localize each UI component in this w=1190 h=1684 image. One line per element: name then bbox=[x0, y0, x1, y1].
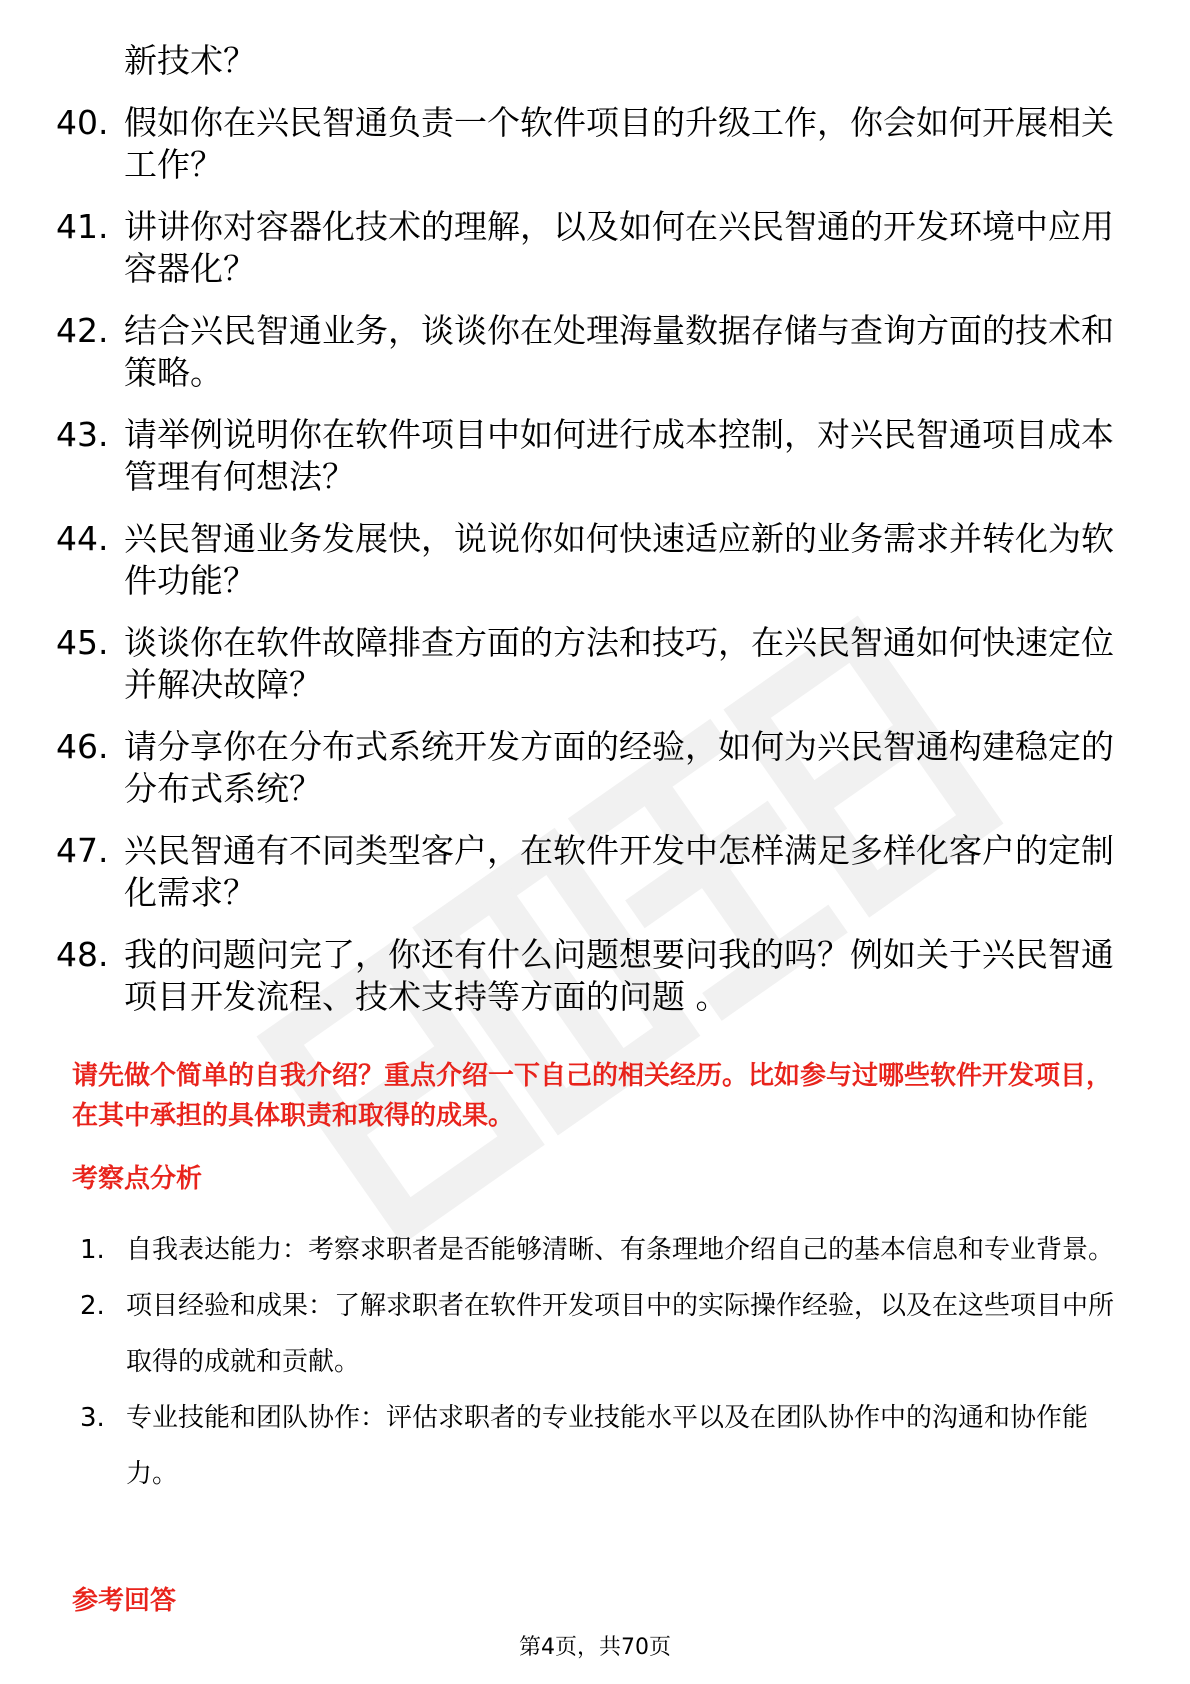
question-number: 42. bbox=[56, 311, 109, 350]
analysis-item bbox=[80, 1222, 1120, 1278]
question-text: 请举例说明你在软件项目中如何进行成本控制，对兴民智通项目成本管理有何想法？ bbox=[124, 415, 1114, 496]
question-number: 48. bbox=[56, 935, 109, 974]
question-text: 兴民智通有不同类型客户，在软件开发中怎样满足多样化客户的定制化需求？ bbox=[124, 831, 1114, 912]
question-number: 46. bbox=[56, 727, 109, 766]
question-text: 请分享你在分布式系统开发方面的经验，如何为兴民智通构建稳定的分布式系统？ bbox=[124, 727, 1114, 808]
analysis-number: 1. bbox=[80, 1235, 105, 1265]
analysis-heading: 考察点分析 bbox=[72, 1164, 203, 1194]
analysis-item bbox=[80, 1278, 1120, 1390]
question-list bbox=[56, 40, 1126, 1038]
question-item bbox=[56, 206, 1126, 290]
question-number: 47. bbox=[56, 831, 109, 870]
question-item bbox=[56, 414, 1126, 498]
analysis-text: 专业技能和团队协作：评估求职者的专业技能水平以及在团队协作中的沟通和协作能力。 bbox=[126, 1403, 1089, 1489]
question-number: 41. bbox=[56, 207, 109, 246]
question-text: 谈谈你在软件故障排查方面的方法和技巧，在兴民智通如何快速定位并解决故障？ bbox=[124, 623, 1114, 704]
question-text: 假如你在兴民智通负责一个软件项目的升级工作，你会如何开展相关工作？ bbox=[124, 103, 1114, 184]
reference-heading: 参考回答 bbox=[72, 1586, 177, 1616]
featured-question: 请先做个简单的自我介绍？重点介绍一下自己的相关经历。比如参与过哪些软件开发项目，在其中承担的具体职责和取得的成果。 bbox=[72, 1061, 1113, 1131]
analysis-text: 项目经验和成果：了解求职者在软件开发项目中的实际操作经验，以及在这些项目中所取得的成就和贡献。 bbox=[126, 1291, 1115, 1377]
question-continuation: 新技术？ bbox=[124, 41, 256, 80]
analysis-number: 3. bbox=[80, 1403, 105, 1433]
question-text: 结合兴民智通业务，谈谈你在处理海量数据存储与查询方面的技术和策略。 bbox=[124, 311, 1114, 392]
question-item bbox=[56, 726, 1126, 810]
question-item bbox=[56, 310, 1126, 394]
question-item bbox=[56, 102, 1126, 186]
question-item bbox=[56, 518, 1126, 602]
question-text: 兴民智通业务发展快，说说你如何快速适应新的业务需求并转化为软件功能？ bbox=[124, 519, 1114, 600]
question-text: 讲讲你对容器化技术的理解，以及如何在兴民智通的开发环境中应用容器化？ bbox=[124, 207, 1114, 288]
analysis-text: 自我表达能力：考察求职者是否能够清晰、有条理地介绍自己的基本信息和专业背景。 bbox=[126, 1235, 1115, 1265]
analysis-number: 2. bbox=[80, 1291, 105, 1321]
analysis-item bbox=[80, 1390, 1120, 1502]
analysis-list bbox=[80, 1222, 1120, 1502]
question-item bbox=[56, 622, 1126, 706]
question-number: 44. bbox=[56, 519, 109, 558]
question-item bbox=[56, 934, 1126, 1018]
question-item bbox=[56, 830, 1126, 914]
page-footer: 第4页，共70页 bbox=[519, 1635, 671, 1660]
question-number: 43. bbox=[56, 415, 109, 454]
question-number: 40. bbox=[56, 103, 109, 142]
question-number: 45. bbox=[56, 623, 109, 662]
question-text: 我的问题问完了，你还有什么问题想要问我的吗？例如关于兴民智通项目开发流程、技术支持等方面的问题 。 bbox=[124, 935, 1114, 1016]
